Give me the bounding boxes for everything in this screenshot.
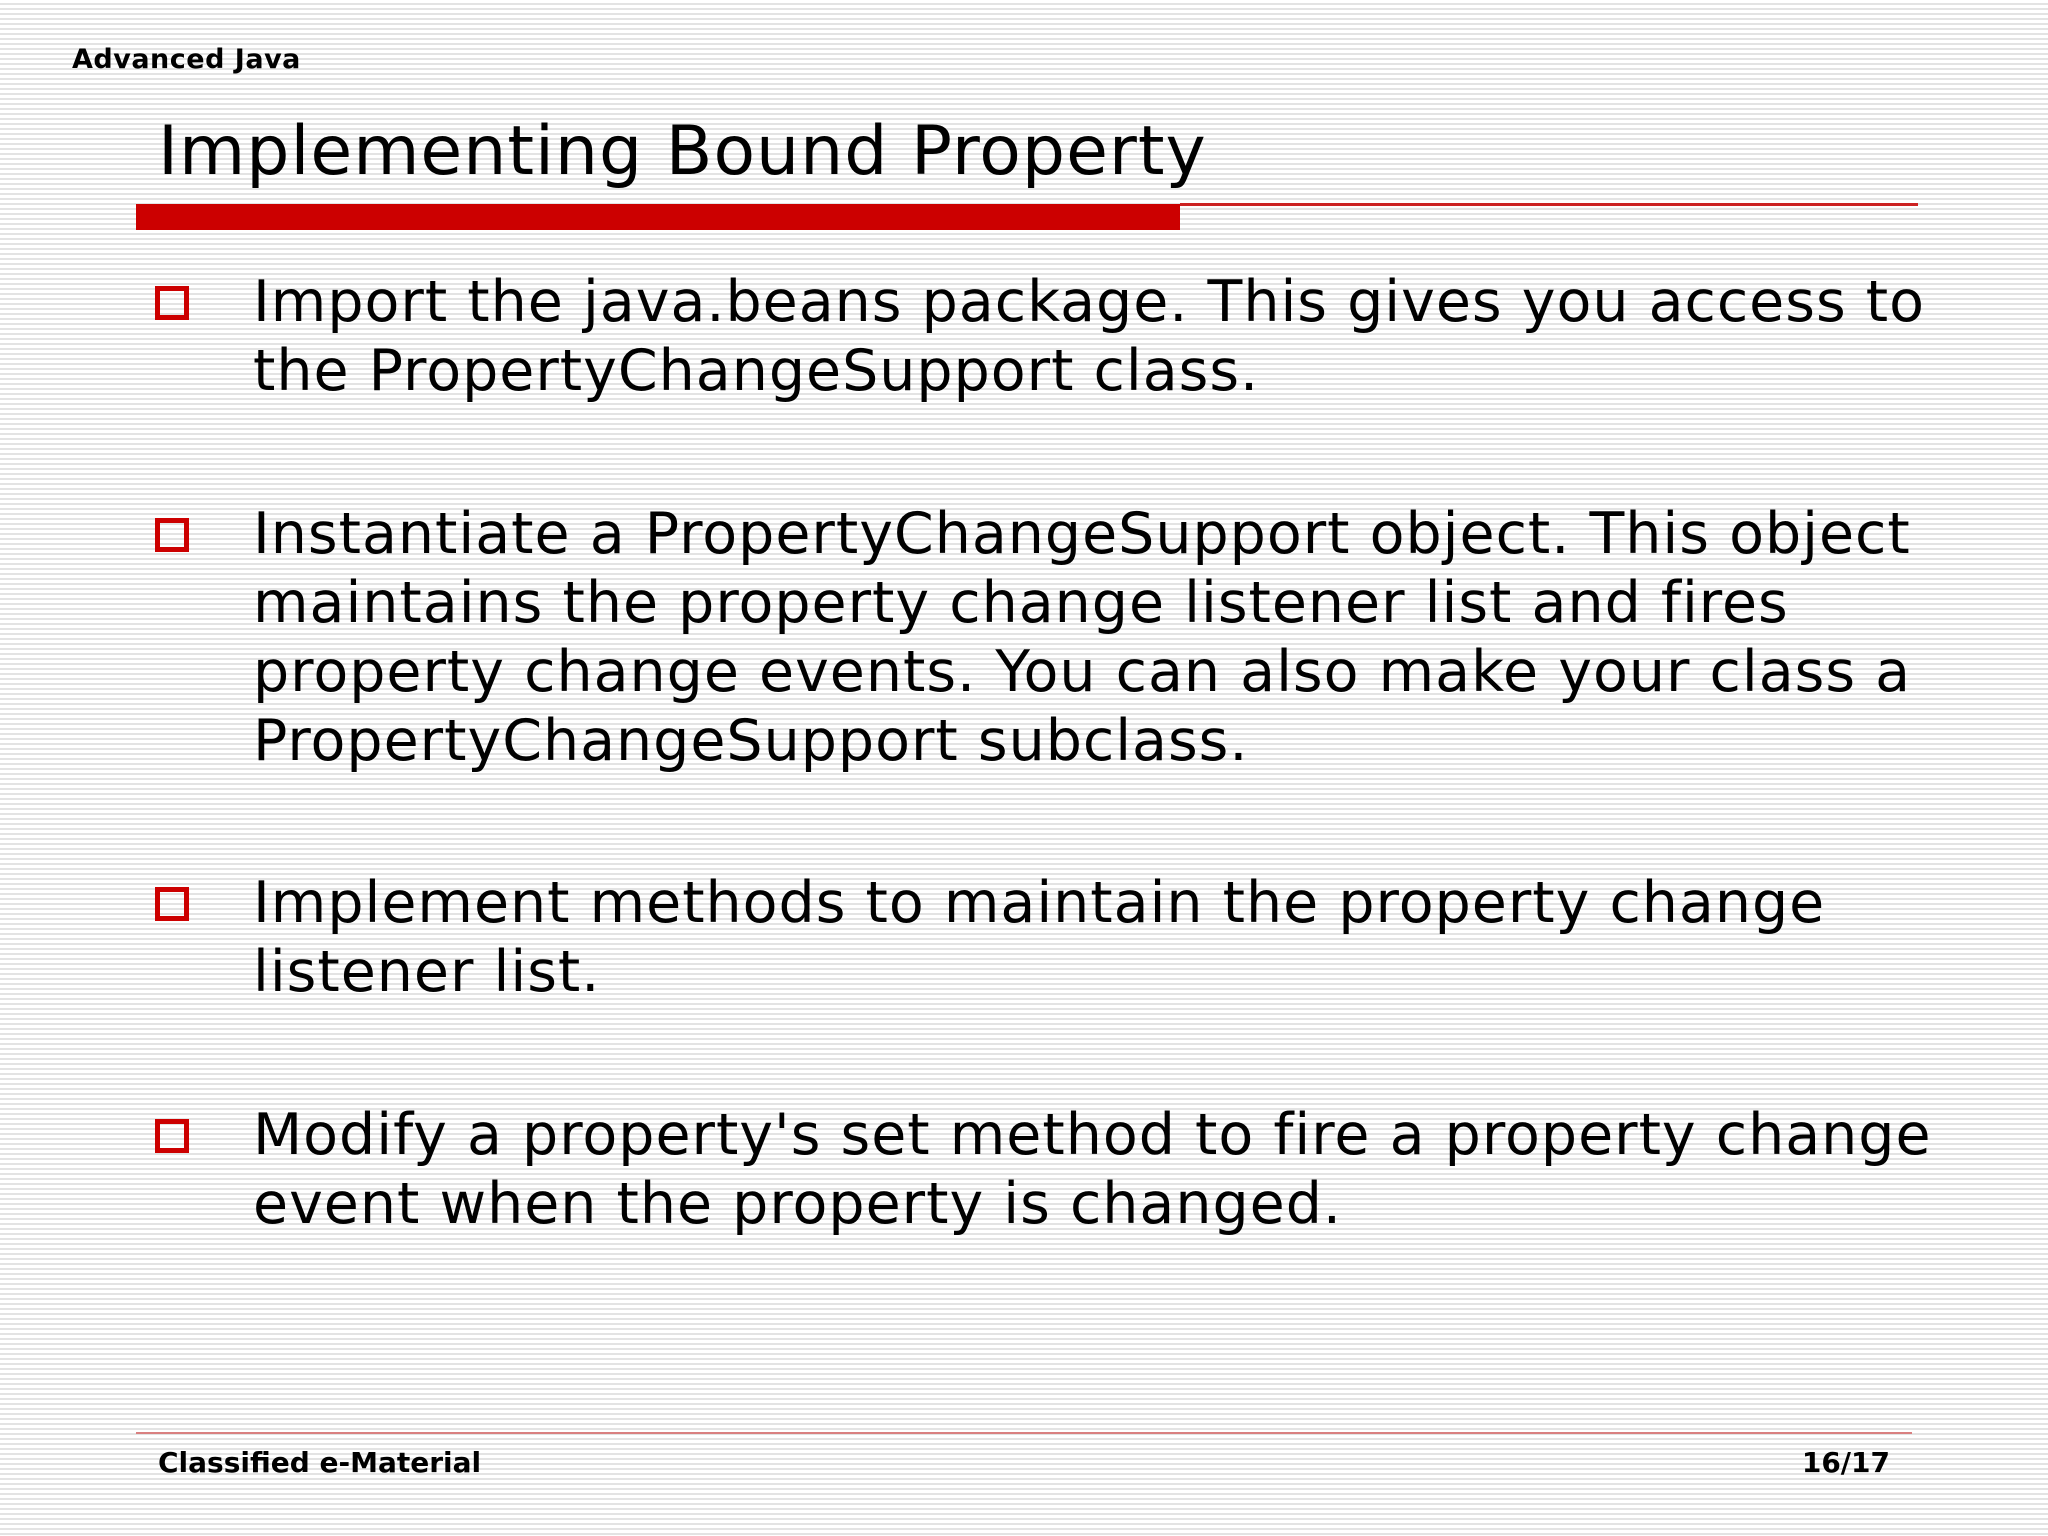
square-bullet-icon: [155, 518, 189, 552]
slide-title: Implementing Bound Property: [158, 112, 1207, 191]
title-underline-rule: [1180, 203, 1918, 206]
bullet-text: Implement methods to maintain the property change listener list.: [253, 870, 1826, 1005]
square-bullet-icon: [155, 286, 189, 320]
bullet-text: Import the java.beans package. This gives you access to the PropertyChangeSupport class.: [253, 269, 1925, 404]
square-bullet-icon: [155, 887, 189, 921]
footer-divider: [136, 1432, 1912, 1434]
page-number: 16/17: [1801, 1446, 1890, 1479]
square-bullet-icon: [155, 1119, 189, 1153]
footer-label: Classified e-Material: [158, 1446, 482, 1479]
bullet-text: Modify a property's set method to fire a property change event when the property is changed.: [253, 1102, 1932, 1237]
header-label: Advanced Java: [72, 44, 301, 75]
bullet-text: Instantiate a PropertyChangeSupport object. This object maintains the property change listener list and fires property change events. You can also make your class a PropertyChangeSupport subclass.: [253, 501, 1912, 774]
title-underline-accent: [136, 204, 1180, 230]
